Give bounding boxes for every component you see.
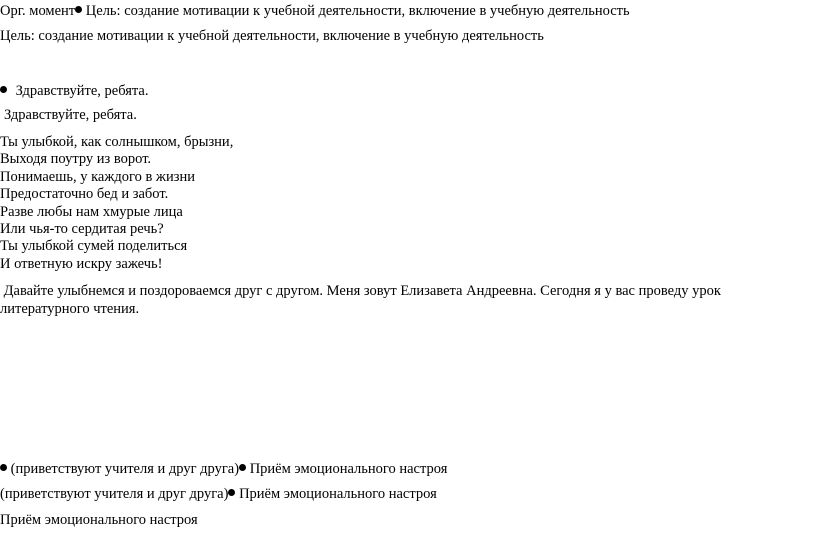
poem-line: Выходя поутру из ворот. xyxy=(0,151,152,168)
greeting-note: (приветствуют учителя и друг друга) xyxy=(0,486,229,502)
greeting-bullet-line xyxy=(0,83,148,100)
bullet-icon xyxy=(0,86,7,93)
poem-line: Ты улыбкой сумей поделиться xyxy=(0,238,188,255)
bullet-icon xyxy=(0,464,7,471)
poem-line: Или чья-то сердитая речь? xyxy=(0,221,164,238)
poem-line: Ты улыбкой, как солнышком, брызни, xyxy=(0,134,234,150)
bullet-icon xyxy=(228,489,235,496)
bottom-line-2 xyxy=(0,486,437,503)
technique-label: Приём эмоционального настроя xyxy=(239,486,437,502)
bottom-line-1 xyxy=(0,461,447,478)
poem-line: И ответную искру зажечь! xyxy=(0,255,163,272)
intro-paragraph xyxy=(0,283,800,318)
greeting-line: Здравствуйте, ребята. xyxy=(4,107,137,123)
poem-line: Понимаешь, у каждого в жизни xyxy=(0,168,195,185)
greeting-note: (приветствуют учителя и друг друга) xyxy=(10,461,240,477)
goal-line: Цель: создание мотивации к учебной деятельности, включение в учебную деятельность xyxy=(0,28,544,44)
poem-line: Предостаточно бед и забот. xyxy=(0,186,169,203)
greeting-bullet-text: Здравствуйте, ребята. xyxy=(15,83,149,99)
bullet-icon xyxy=(75,6,82,13)
bottom-line-3: Приём эмоционального настроя xyxy=(0,512,198,528)
poem-line: Разве любы нам хмурые лица xyxy=(0,203,183,220)
poem xyxy=(0,134,233,273)
header-line xyxy=(0,3,630,20)
org-moment-label: Орг. момент xyxy=(0,3,76,19)
goal-text: Цель: создание мотивации к учебной деятельности, включение в учебную деятельность xyxy=(85,3,630,19)
intro-paragraph-text: Давайте улыбнемся и поздороваемся друг с другом. Меня зовут Елизавета Андреевна. Сегодня я у вас проведу урок литературного чтения. xyxy=(0,283,721,317)
bullet-icon xyxy=(239,464,246,471)
technique-label: Приём эмоционального настроя xyxy=(249,461,448,477)
